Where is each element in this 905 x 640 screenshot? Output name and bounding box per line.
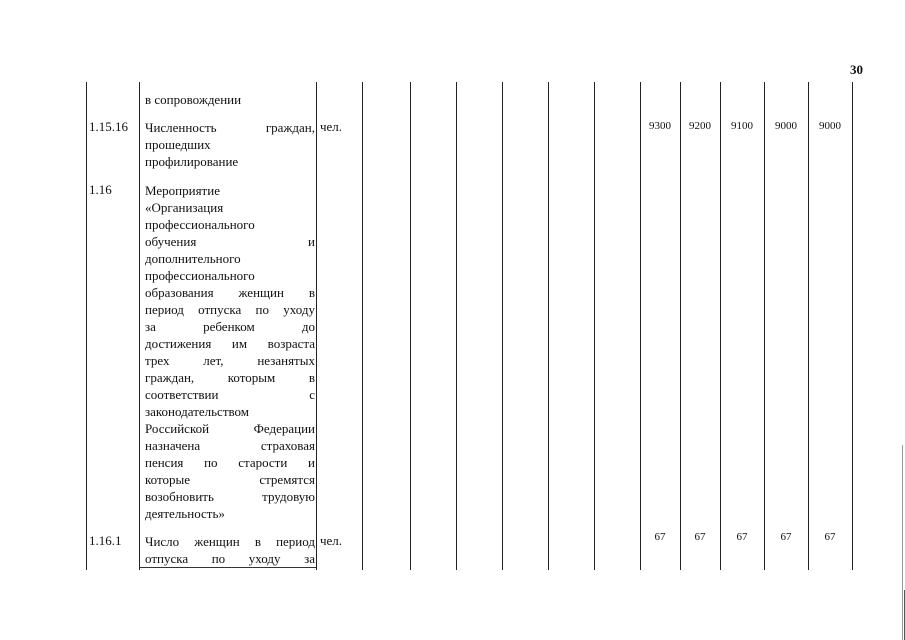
col-line-12	[764, 82, 765, 570]
row-number: 1.16	[89, 182, 112, 197]
description-line	[145, 369, 315, 386]
description-line	[145, 386, 315, 403]
description-line	[145, 233, 315, 250]
description-line: прошедших	[145, 137, 211, 152]
description-line: Мероприятие	[145, 183, 220, 198]
line-word: по	[255, 302, 270, 317]
value-cell: 9000	[775, 120, 797, 132]
line-word: Российской	[145, 421, 210, 436]
row-unit: чел.	[320, 533, 343, 548]
col-line-1	[139, 82, 140, 570]
line-word: старости	[238, 455, 288, 470]
line-word: уходу	[283, 302, 315, 317]
col-line-11	[720, 82, 721, 570]
line-word: страховая	[260, 438, 315, 453]
description-line: деятельность»	[145, 506, 225, 521]
line-word: Федерации	[253, 421, 315, 436]
line-word: в	[254, 534, 261, 549]
line-word: лет,	[203, 353, 224, 368]
col-line-9	[640, 82, 641, 570]
line-word: незанятых	[257, 353, 315, 368]
line-word: и	[308, 234, 315, 249]
description-line	[145, 420, 315, 437]
col-line-8	[594, 82, 595, 570]
line-word: пенсия	[145, 455, 184, 470]
line-word: ребенком	[203, 319, 255, 334]
col-line-0	[86, 82, 87, 570]
page-number: 30	[850, 62, 863, 77]
description-line	[145, 454, 315, 471]
line-word: назначена	[145, 438, 201, 453]
line-word: трех	[145, 353, 170, 368]
row-number: 1.16.1	[89, 533, 122, 548]
line-word: соответствии	[145, 387, 219, 402]
description-line: законодательством	[145, 404, 250, 419]
line-word: по	[211, 551, 226, 566]
value-cell: 67	[654, 531, 666, 543]
col-line-14	[852, 82, 853, 570]
value-cell: 67	[824, 531, 836, 543]
description-line	[145, 437, 315, 454]
value-cell: 9000	[819, 120, 841, 132]
description-line	[145, 301, 315, 318]
line-word: отпуска	[198, 302, 242, 317]
col-line-3	[362, 82, 363, 570]
line-word: которым	[227, 370, 276, 385]
description-line	[145, 352, 315, 369]
description-line	[145, 471, 315, 488]
description-line	[145, 488, 315, 505]
line-word: отпуска	[145, 551, 189, 566]
description-line	[145, 284, 315, 301]
description-line	[145, 119, 315, 136]
description-line: профилирование	[145, 154, 239, 169]
line-word: граждан,	[265, 120, 315, 135]
line-word: до	[301, 319, 315, 334]
line-word: женщин	[238, 285, 284, 300]
col-line-6	[502, 82, 503, 570]
description-line: «Организация	[145, 200, 224, 215]
description-line	[145, 335, 315, 352]
description-line: профессионального	[145, 268, 255, 283]
line-word: период	[276, 534, 315, 549]
description-line: дополнительного	[145, 251, 241, 266]
description-line: профессионального	[145, 217, 255, 232]
value-cell: 9100	[731, 120, 753, 132]
col-line-13	[808, 82, 809, 570]
line-word: с	[309, 387, 315, 402]
line-word: по	[204, 455, 218, 470]
line-word: и	[308, 455, 315, 470]
row-description	[145, 533, 315, 567]
value-cell: 67	[694, 531, 706, 543]
line-word: граждан,	[145, 370, 195, 385]
value-cell: 9300	[649, 120, 671, 132]
scan-edge-mark	[902, 445, 903, 640]
col-line-10	[680, 82, 681, 570]
line-word: в	[308, 370, 315, 385]
row-description	[145, 182, 315, 522]
value-cell: 67	[780, 531, 792, 543]
line-word: в	[308, 285, 315, 300]
col-line-2	[316, 82, 317, 570]
value-cell: 67	[736, 531, 748, 543]
line-word: обучения	[145, 234, 197, 249]
col-line-4	[410, 82, 411, 570]
line-word: возобновить	[145, 489, 214, 504]
line-word: период	[145, 302, 184, 317]
description-line: в сопровождении	[145, 92, 242, 107]
row-separator	[139, 567, 316, 568]
line-word: за	[145, 319, 156, 334]
description-line	[145, 550, 315, 567]
value-cell: 9200	[689, 120, 711, 132]
line-word: трудовую	[262, 489, 315, 504]
line-word: уходу	[248, 551, 281, 566]
description-line	[145, 533, 315, 550]
line-word: Число	[145, 534, 180, 549]
row-description	[145, 91, 315, 108]
line-word: достижения	[145, 336, 212, 351]
line-word: Численность	[145, 120, 217, 135]
row-unit: чел.	[320, 119, 343, 134]
col-line-5	[456, 82, 457, 570]
col-line-7	[548, 82, 549, 570]
line-word: женщин	[194, 534, 240, 549]
row-description	[145, 119, 315, 170]
line-word: за	[304, 551, 315, 566]
description-line	[145, 318, 315, 335]
line-word: им	[231, 336, 248, 351]
row-number: 1.15.16	[89, 119, 128, 134]
line-word: возраста	[267, 336, 315, 351]
line-word: стремятся	[259, 472, 315, 487]
line-word: образования	[145, 285, 214, 300]
line-word: которые	[145, 472, 190, 487]
